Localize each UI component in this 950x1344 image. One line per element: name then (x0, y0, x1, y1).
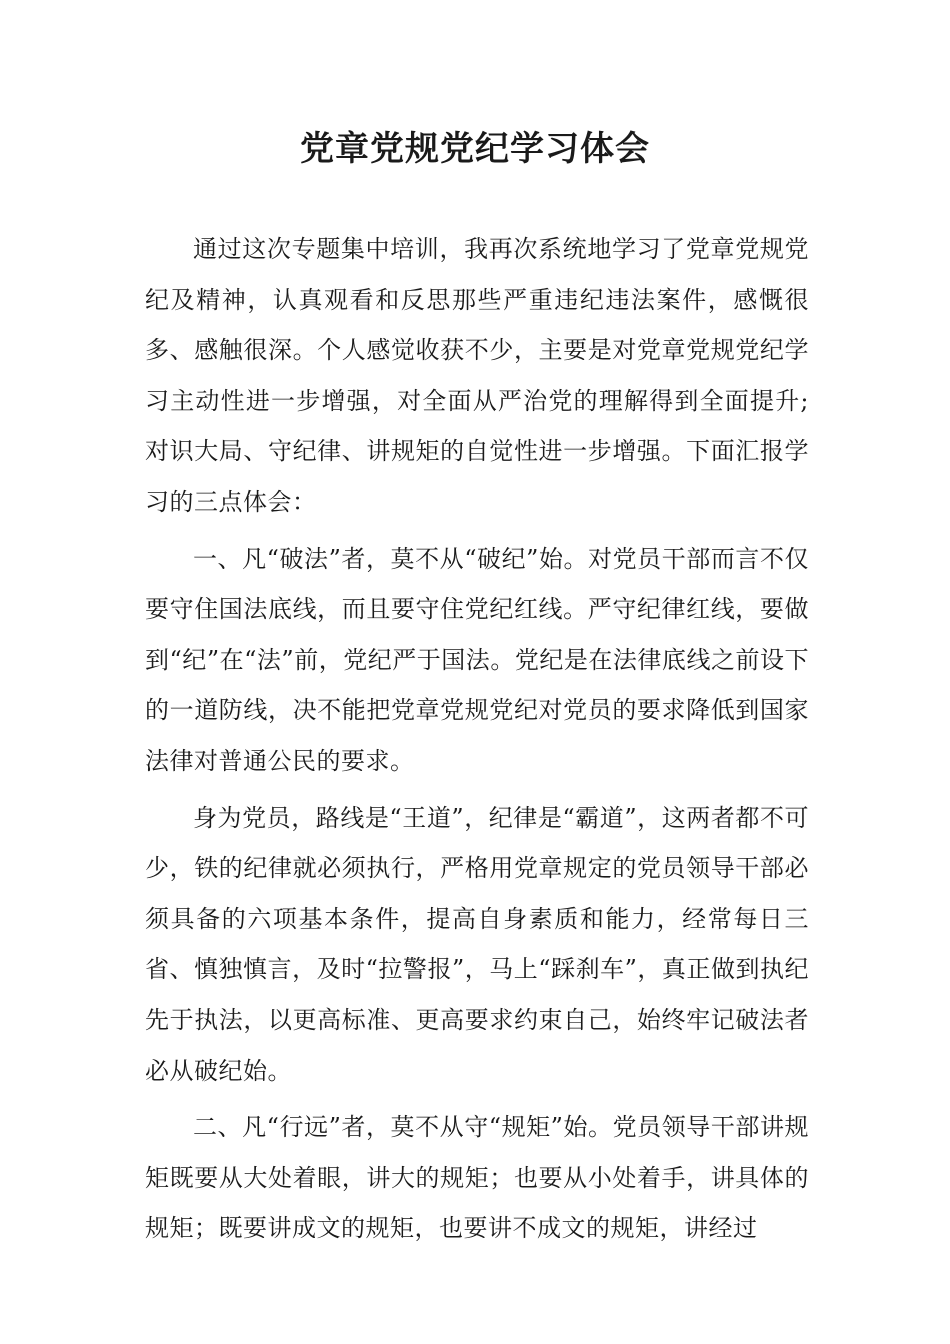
paragraph-point-one: 一、凡“破法”者，莫不从“破纪”始。对党员干部而言不仅要守住国法底线，而且要守住党纪红线。严守纪律红线，要做到“纪”在“法”前，党纪严于国法。党纪是在法律底线之前设下的一道防线，决不能把党章党规党纪对党员的要求降低到国家法律对普通公民的要求。 (145, 544, 809, 775)
paragraph-party-member: 身为党员，路线是“王道”，纪律是“霸道”，这两者都不可少，铁的纪律就必须执行，严格用党章规定的党员领导干部必须具备的六项基本条件，提高自身素质和能力，经常每日三省、慎独慎言，及时“拉警报”，马上“踩刹车”，真正做到执纪先于执法，以更高标准、更高要求约束自己，始终牢记破法者必从破纪始。 (145, 803, 809, 1085)
paragraph-point-two: 二、凡“行远”者，莫不从守“规矩”始。党员领导干部讲规矩既要从大处着眼，讲大的规矩；也要从小处着手，讲具体的规矩；既要讲成文的规矩，也要讲不成文的规矩，讲经过 (145, 1113, 809, 1243)
document-body (145, 224, 809, 1260)
paragraph-intro: 通过这次专题集中培训，我再次系统地学习了党章党规党纪及精神，认真观看和反思那些严重违纪违法案件，感慨很多、感触很深。个人感觉收获不少，主要是对党章党规党纪学习主动性进一步增强，对全面从严治党的理解得到全面提升;对识大局、守纪律、讲规矩的自觉性进一步增强。下面汇报学习的三点体会： (145, 235, 809, 516)
document-title: 党章党规党纪学习体会 (300, 129, 650, 169)
